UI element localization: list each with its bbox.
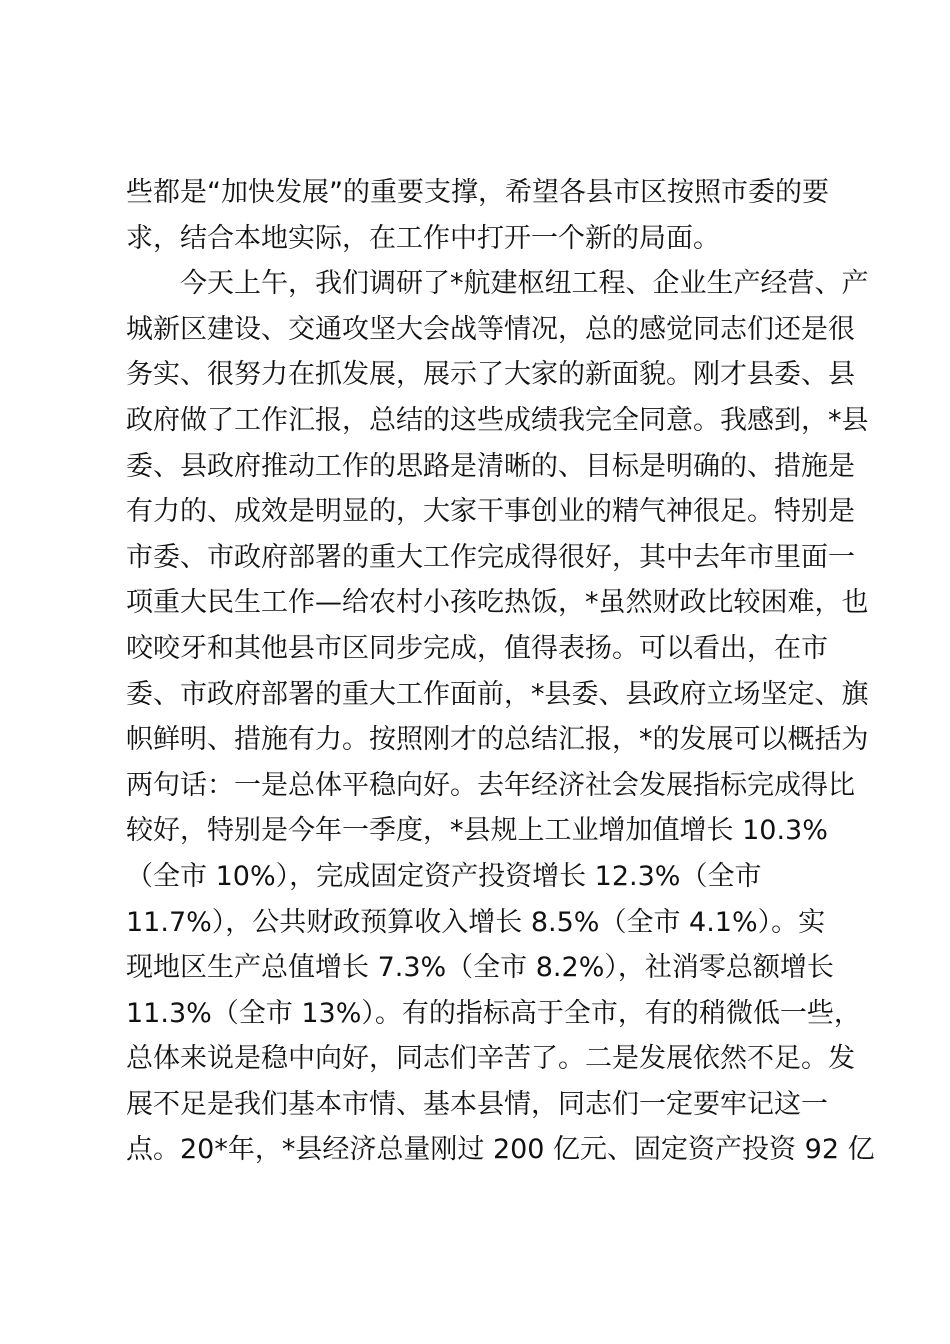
- text-line: 项重大民生工作—给农村小孩吃热饭，*虽然财政比较困难，也: [126, 587, 869, 619]
- text-line: 11.7%），公共财政预算收入增长 8.5%（全市 4.1%）。实: [126, 906, 826, 938]
- text-line: 求，结合本地实际，在工作中打开一个新的局面。: [126, 222, 720, 254]
- text-line: 务实、很努力在抓发展，展示了大家的新面貌。刚才县委、县: [126, 359, 855, 391]
- text-line: 咬咬牙和其他县市区同步完成，值得表扬。可以看出，在市: [126, 632, 828, 664]
- text-line: 委、市政府部署的重大工作面前，*县委、县政府立场坚定、旗: [126, 678, 869, 710]
- text-line: 展不足是我们基本市情、基本县情，同志们一定要牢记这一: [126, 1088, 828, 1120]
- text-line: 现地区生产总值增长 7.3%（全市 8.2%），社消零总额增长: [126, 952, 834, 984]
- text-line: 帜鲜明、措施有力。按照刚才的总结汇报，*的发展可以概括为: [126, 724, 869, 756]
- text-line: 市委、市政府部署的重大工作完成得很好，其中去年市里面一: [126, 541, 855, 573]
- text-line: 较好，特别是今年一季度，*县规上工业增加值增长 10.3%: [126, 815, 828, 847]
- text-line: 总体来说是稳中向好，同志们辛苦了。二是发展依然不足。发: [126, 1043, 855, 1075]
- text-line: 些都是“加快发展”的重要支撑，希望各县市区按照市委的要: [126, 177, 829, 208]
- text-line: 委、县政府推动工作的思路是清晰的、目标是明确的、措施是: [126, 450, 855, 482]
- text-line: 政府做了工作汇报，总结的这些成绩我完全同意。我感到，*县: [126, 404, 869, 436]
- body-text: [126, 170, 875, 1173]
- text-line: 11.3%（全市 13%）。有的指标高于全市，有的稍微低一些，: [126, 997, 861, 1029]
- text-line: 有力的、成效是明显的，大家干事创业的精气神很足。特别是: [126, 496, 855, 528]
- text-line: 两句话：一是总体平稳向好。去年经济社会发展指标完成得比: [126, 769, 855, 801]
- text-line: （全市 10%），完成固定资产投资增长 12.3%（全市: [126, 860, 762, 892]
- text-line: 城新区建设、交通攻坚大会战等情况，总的感觉同志们还是很: [126, 313, 855, 345]
- paragraph-first-line: 今天上午，我们调研了*航建枢纽工程、企业生产经营、产: [180, 268, 869, 300]
- text-line: 点。20*年，*县经济总量刚过 200 亿元、固定资产投资 92 亿: [126, 1134, 875, 1166]
